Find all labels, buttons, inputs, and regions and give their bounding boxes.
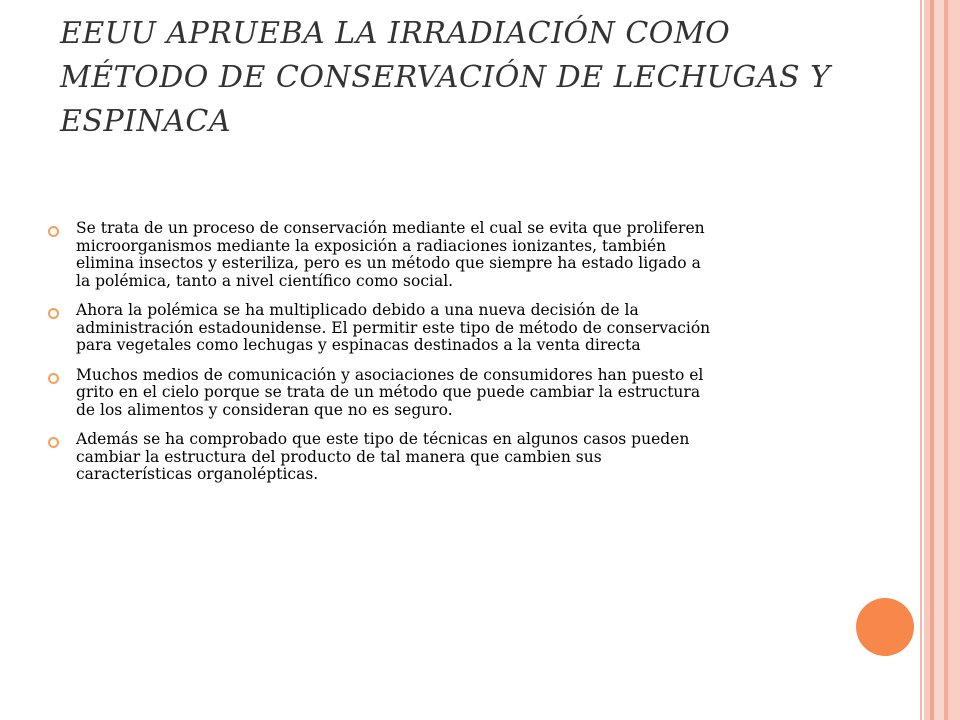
bullet-circle-icon [48, 437, 59, 448]
bullet-item [46, 367, 716, 420]
bullet-list [46, 220, 716, 496]
bullet-circle-icon [48, 226, 59, 237]
bullet-item [46, 302, 716, 355]
bullet-item [46, 431, 716, 484]
decorative-circle [856, 598, 914, 656]
bullet-circle-icon [48, 308, 59, 319]
bullet-text: Además se ha comprobado que este tipo de técnicas en algunos casos pueden cambiar la estructura del producto de tal manera que cambien sus características organolépticas. [76, 430, 690, 483]
decorative-stripe [948, 0, 960, 720]
bullet-text: Muchos medios de comunicación y asociaciones de consumidores han puesto el grito en el cielo porque se trata de un método que puede cambiar la estructura de los alimentos y consideran que no es seguro. [76, 365, 704, 419]
bullet-text: Se trata de un proceso de conservación mediante el cual se evita que proliferen microorganismos mediante la exposición a radiaciones ionizantes, también elimina insectos y esteriliza, pero es un método que siempre ha estado ligado a la polémica, tanto a nivel científico como social. [76, 219, 705, 290]
decorative-stripe [920, 0, 922, 720]
slide-title: EEUU APRUEBA LA IRRADIACIÓN COMO MÉTODO DE CONSERVACIÓN DE LECHUGAS Y ESPINACA [60, 16, 831, 139]
bullet-circle-icon [48, 373, 59, 384]
bullet-text: Ahora la polémica se ha multiplicado debido a una nueva decisión de la administración estadounidense. El permitir este tipo de método de conservación para vegetales como lechugas y espinacas destinados a la venta directa [76, 301, 711, 354]
decorative-stripe [934, 0, 944, 720]
bullet-item [46, 220, 716, 290]
